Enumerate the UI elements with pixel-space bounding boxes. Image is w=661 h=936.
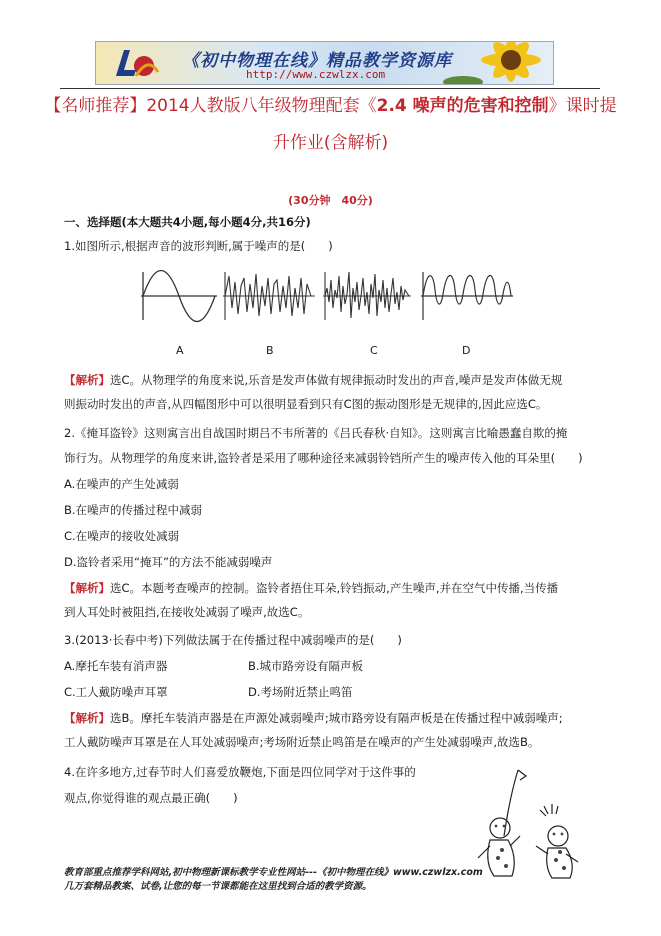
q3-option-b: B.城市路旁设有隔声板 [248,659,364,673]
footer-line1: 教育部重点推荐学科网站,初中物理新课标教学专业性网站---《初中物理在线》www.czwlzx.com [64,867,483,878]
q2-option-a: A.在噪声的产生处减弱 [64,477,179,491]
q2-option-d: D.盗铃者采用“掩耳”的方法不能减弱噪声 [64,555,273,569]
q2-option-c: C.在噪声的接收处减弱 [64,529,180,543]
header-divider [60,88,600,89]
figure-label-b: B [266,344,274,357]
banner-title: 《初中物理在线》精品教学资源库 [182,51,452,71]
page-title-line2: 升作业(含解析) [272,133,389,153]
figure-label-a: A [176,344,184,357]
figure-label-c: C [370,344,378,357]
q2-stem-line1: 2.《掩耳盗铃》这则寓言出自战国时期吕不韦所著的《吕氏春秋·自知》。这则寓言比喻愚蠢自欺的掩 [64,426,568,440]
q1-analysis [64,372,562,388]
q3-analysis-line2: 工人戴防噪声耳罩是在人耳处减弱噪声;考场附近禁止鸣笛是在噪声的产生处减弱噪声,故选B。 [64,735,540,749]
analysis-tag: 【解析】 [64,711,110,725]
q3-option-a: A.摩托车装有消声器 [64,659,168,673]
site-logo-icon [110,46,160,82]
q4-stem-line2: 观点,你觉得谁的观点最正确( ) [64,791,238,805]
title-highlight: 2.4 噪声的危害和控制 [376,96,549,116]
banner-url[interactable]: http://www.czwlzx.com [246,68,386,81]
page-title [40,95,621,117]
waveform-a [141,271,217,322]
analysis-tag: 【解析】 [64,581,110,595]
q2-analysis-line2: 到人耳处时被阻挡,在接收处减弱了噪声,故选C。 [64,605,310,619]
footer-line2: 几万套精品教案、试卷,让您的每一节课都能在这里找到合适的教学资源。 [64,881,372,892]
q1-analysis-line2: 则振动时发出的声音,从四幅图形中可以很明显看到只有C图的振动图形是无规律的,因此应选C。 [64,397,548,411]
q3-option-c: C.工人戴防噪声耳罩 [64,685,168,699]
q2-analysis [64,580,558,596]
sunflower-icon [441,41,551,85]
q3-stem: 3.(2013·长春中考)下列做法属于在传播过程中减弱噪声的是( ) [64,633,402,647]
q3-analysis-line1: 选B。摩托车装消声器是在声源处减弱噪声;城市路旁设有隔声板是在传播过程中减弱噪声; [110,711,563,725]
q2-option-b: B.在噪声的传播过程中减弱 [64,503,203,517]
title-suffix: 》课时提 [548,96,617,116]
q1-stem: 1.如图所示,根据声音的波形判断,属于噪声的是( ) [64,239,333,253]
figure-label-d: D [462,344,471,357]
q2-stem-line2: 饰行为。从物理学的角度来讲,盗铃者是采用了哪种途径来减弱铃铛所产生的噪声传入他的耳朵里( ) [64,451,583,465]
q1-analysis-line1: 选C。从物理学的角度来说,乐音是发声体做有规律振动时发出的声音,噪声是发声体做无规 [110,373,563,387]
q3-option-d: D.考场附近禁止鸣笛 [248,685,353,699]
title-prefix: 【名师推荐】2014人教版八年级物理配套《 [44,96,377,116]
waveform-b [223,272,315,320]
header-banner [95,41,554,85]
section-heading: 一、选择题(本大题共4小题,每小题4分,共16分) [64,215,311,229]
q3-analysis [64,710,563,726]
waveform-d [421,272,513,320]
time-score-info: (30分钟 40分) [288,194,373,207]
analysis-tag: 【解析】 [64,373,110,387]
waveform-c [323,272,411,320]
q4-stem-line1: 4.在许多地方,过春节时人们喜爱放鞭炮,下面是四位同学对于这件事的 [64,765,416,779]
q2-analysis-line1: 选C。本题考查噪声的控制。盗铃者捂住耳朵,铃铛振动,产生噪声,并在空气中传播,当传播 [110,581,559,595]
